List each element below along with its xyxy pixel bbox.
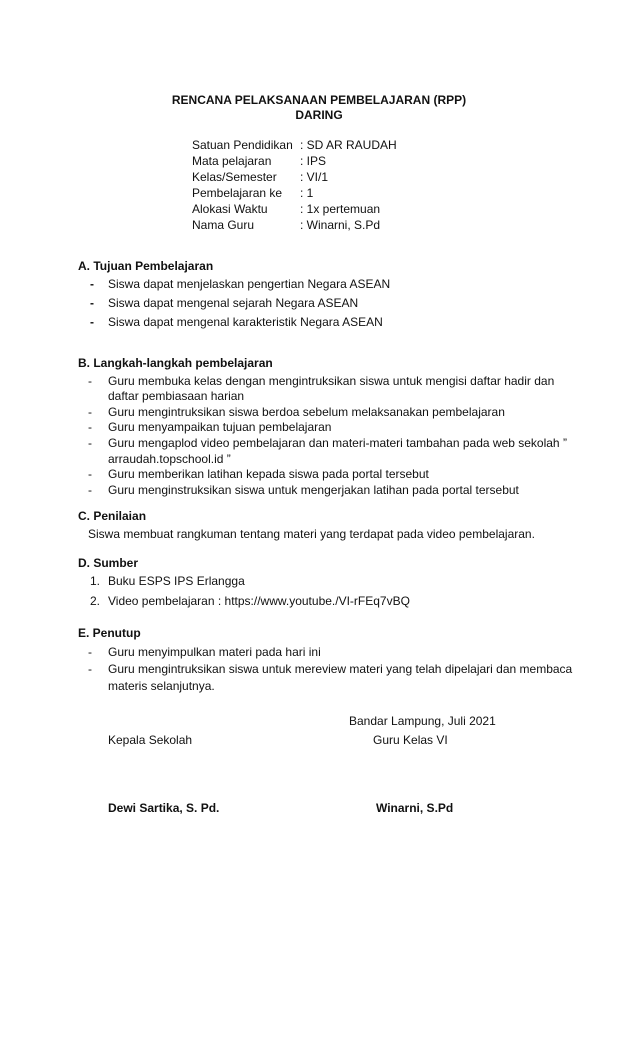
section-sumber <box>78 556 578 614</box>
info-key: Mata pelajaran <box>192 154 272 168</box>
right-signer-role: Guru Kelas VI <box>373 733 448 747</box>
list-item: - Guru menyimpulkan materi pada hari ini <box>78 644 578 661</box>
penutup-list <box>78 644 578 696</box>
right-signer-name: Winarni, S.Pd <box>376 801 454 815</box>
list-number: 2. <box>89 593 100 608</box>
tujuan-list <box>78 277 578 334</box>
section-penutup <box>78 626 578 696</box>
list-item <box>78 574 578 594</box>
langkah-list <box>78 374 578 499</box>
list-item: - Guru menginstruksikan siswa untuk mengerjakan latihan pada portal tersebut <box>78 483 578 499</box>
list-item: - Guru mengaplod video pembelajaran dan materi-materi tambahan pada web sekolah ” arraudah.topschool.id ” <box>78 436 578 467</box>
section-tujuan <box>78 259 578 334</box>
info-value: : IPS <box>300 154 327 168</box>
left-signer-role: Kepala Sekolah <box>108 733 193 747</box>
document-title: RENCANA PELAKSANAAN PEMBELAJARAN (RPP) <box>171 93 467 107</box>
document-subtitle: DARING <box>295 108 343 122</box>
sumber-list <box>78 574 578 614</box>
list-item <box>78 594 578 614</box>
info-key: Satuan Pendidikan <box>192 138 293 152</box>
list-item: - Siswa dapat mengenal karakteristik Negara ASEAN <box>78 315 578 334</box>
list-item: - Guru memberikan latihan kepada siswa pada portal tersebut <box>78 467 578 483</box>
info-row <box>192 218 397 234</box>
section-title: B. Langkah-langkah pembelajaran <box>78 356 273 370</box>
info-key: Kelas/Semester <box>192 170 277 184</box>
info-key: Nama Guru <box>192 218 255 232</box>
info-value: : Winarni, S.Pd <box>300 218 381 232</box>
info-row <box>192 202 397 218</box>
list-item: - Siswa dapat menjelaskan pengertian Negara ASEAN <box>78 277 578 296</box>
section-penilaian <box>78 509 578 542</box>
list-text: Video pembelajaran : https://www.youtube./VI-rFEq7vBQ <box>108 593 410 608</box>
info-row <box>192 186 397 202</box>
info-row <box>192 138 397 154</box>
section-langkah <box>78 356 578 498</box>
info-key: Alokasi Waktu <box>192 202 268 216</box>
list-item: - Guru membuka kelas dengan mengintruksikan siswa untuk mengisi daftar hadir dan daftar pembiasaan harian <box>78 374 578 405</box>
left-signer-name: Dewi Sartika, S. Pd. <box>108 801 220 815</box>
section-title: E. Penutup <box>78 626 141 640</box>
info-value: : VI/1 <box>300 170 329 184</box>
info-table <box>192 138 397 234</box>
info-key: Pembelajaran ke <box>192 186 283 200</box>
info-value: : SD AR RAUDAH <box>300 138 397 152</box>
list-number: 1. <box>89 573 100 588</box>
list-item: - Guru mengintruksikan siswa untuk mereview materi yang telah dipelajari dan membaca materis selanjutnya. <box>78 661 578 696</box>
list-item: - Siswa dapat mengenal sejarah Negara ASEAN <box>78 296 578 315</box>
list-item: - Guru mengintruksikan siswa berdoa sebelum melaksanakan pembelajaran <box>78 405 578 421</box>
info-value: : 1 <box>300 186 314 200</box>
section-title: D. Sumber <box>78 556 139 570</box>
section-title: C. Penilaian <box>78 509 147 523</box>
info-row <box>192 154 397 170</box>
list-item: - Guru menyampaikan tujuan pembelajaran <box>78 420 578 436</box>
penilaian-text: Siswa membuat rangkuman tentang materi yang terdapat pada video pembelajaran. <box>88 526 535 541</box>
info-value: : 1x pertemuan <box>300 202 381 216</box>
section-title: A. Tujuan Pembelajaran <box>78 259 214 273</box>
info-row <box>192 170 397 186</box>
list-text: Buku ESPS IPS Erlangga <box>108 573 245 588</box>
place-date: Bandar Lampung, Juli 2021 <box>349 714 496 728</box>
